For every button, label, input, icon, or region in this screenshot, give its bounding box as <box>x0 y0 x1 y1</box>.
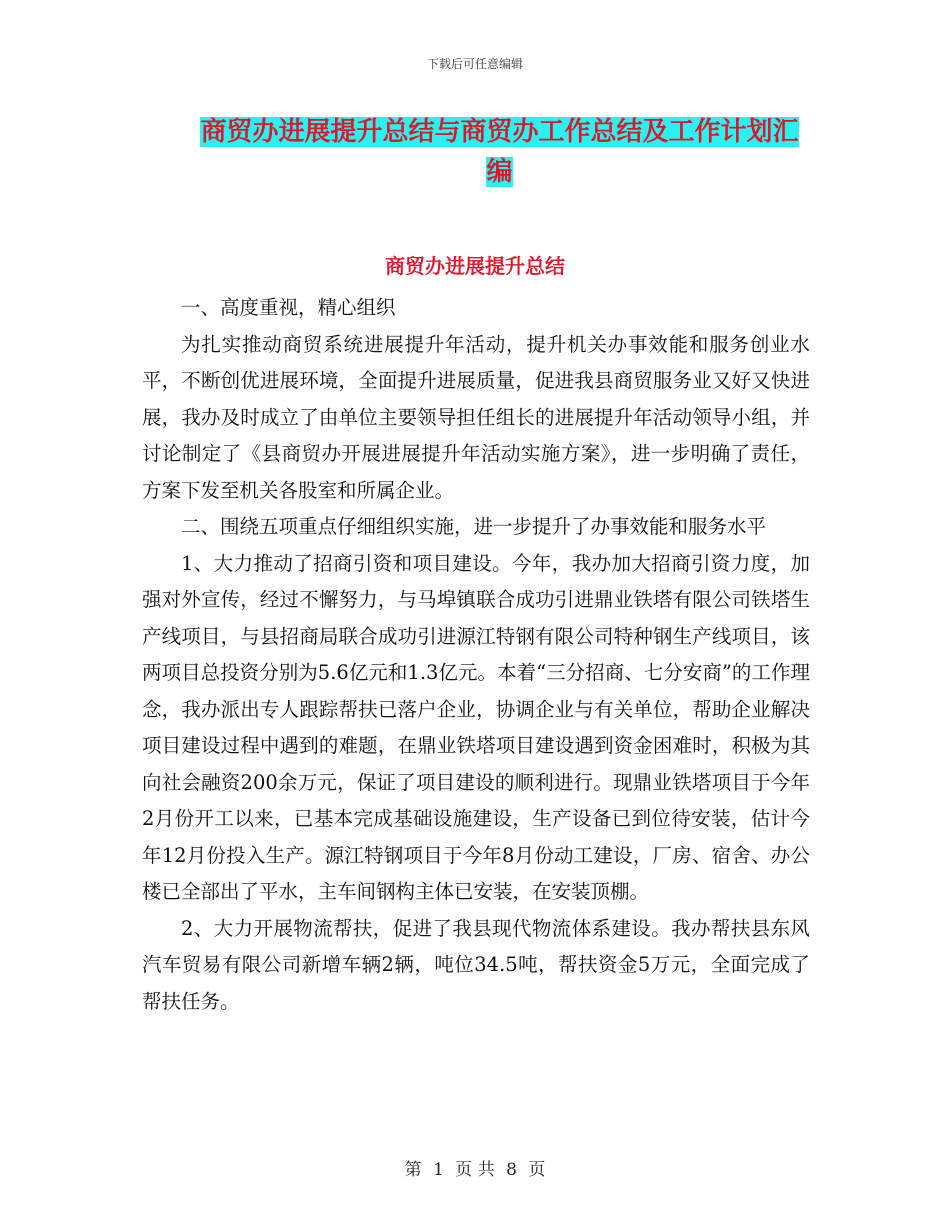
heading-paragraph: 二、围绕五项重点仔细组织实施，进一步提升了办事效能和服务水平 <box>181 515 767 538</box>
section-title: 商贸办进展提升总结 <box>385 254 565 278</box>
page-total: 8 <box>506 1160 517 1180</box>
page-footer <box>0 1155 950 1180</box>
body-paragraph: 2、大力开展物流帮扶，促进了我县现代物流体系建设。我办帮扶县东风汽车贸易有限公司新增车辆2辆，吨位34.5吨，帮扶资金5万元，全面完成了帮扶任务。 <box>142 916 810 1013</box>
body-paragraph: 1、大力推动了招商引资和项目建设。今年，我办加大招商引资力度，加强对外宣传，经过不懈努力，与马埠镇联合成功引进鼎业铁塔有限公司铁塔生产线项目，与县招商局联合成功引进源江特钢有限公司特种钢生产线项目，该两项目总投资分别为5.6亿元和1.3亿元。本着“三分招商、七分安商”的工作理念，我办派出专人跟踪帮扶已落户企业，协调企业与有关单位，帮助企业解决项目建设过程中遇到的难题，在鼎业铁塔项目建设遇到资金困难时，积极为其向社会融资200余万元，保证了项目建设的顺利进行。现鼎业铁塔项目于今年2月份开工以来，已基本完成基础设施建设，生产设备已到位待安装，估计今年12月份投入生产。源江特钢项目于今年8月份动工建设，厂房、宿舍、办公楼已全部出了平水，主车间钢构主体已安装，在安装顶棚。 <box>142 551 810 903</box>
page-label-suffix: 页 <box>528 1160 546 1180</box>
body-paragraph: 为扎实推动商贸系统进展提升年活动，提升机关办事效能和服务创业水平，不断创优进展环境，全面提升进展质量，促进我县商贸服务业又好又快进展，我办及时成立了由单位主要领导担任组长的进展提升年活动领导小组，并讨论制定了《县商贸办开展进展提升年活动实施方案》，进一步明确了责任，方案下发至机关各股室和所属企业。 <box>142 332 810 502</box>
heading-paragraph: 一、高度重视，精心组织 <box>181 296 396 319</box>
page-label-mid: 页 共 <box>455 1160 495 1180</box>
header-note: 下载后可任意编辑 <box>426 57 523 71</box>
page-label-prefix: 第 <box>404 1160 422 1180</box>
document-body <box>142 290 810 1020</box>
document-title-text: 商贸办进展提升总结与商贸办工作总结及工作计划汇编 <box>200 117 799 187</box>
document-title <box>192 112 807 192</box>
page-current: 1 <box>433 1160 444 1180</box>
